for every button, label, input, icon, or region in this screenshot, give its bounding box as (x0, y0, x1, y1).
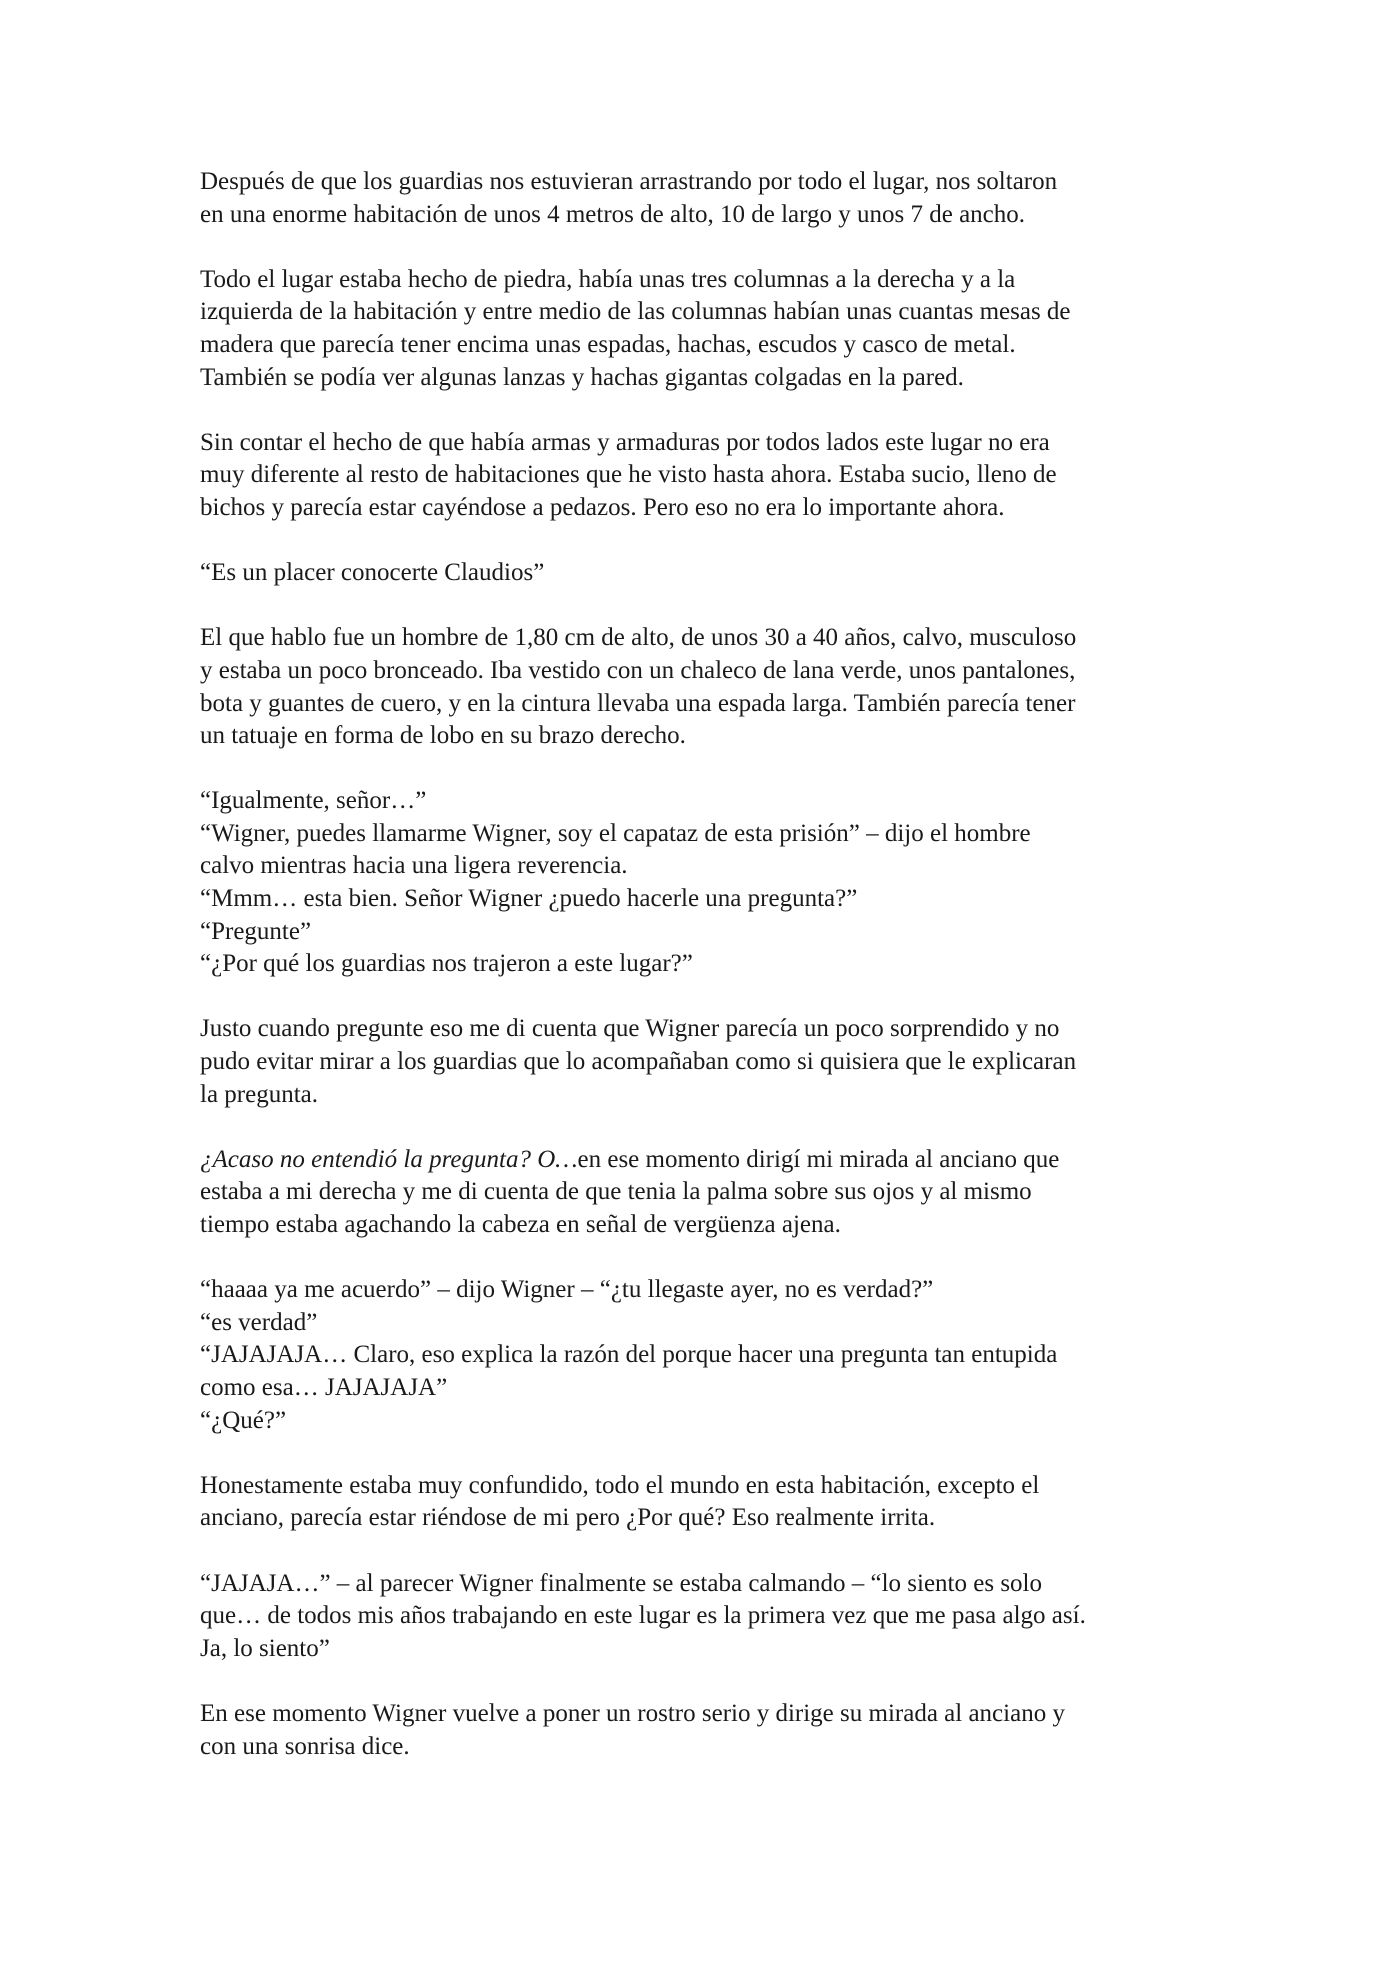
text-line: “JAJAJAJA… Claro, eso explica la razón del porque hacer una pregunta tan entupida (200, 1341, 1058, 1369)
text-line: que… de todos mis años trabajando en este lugar es la primera vez que me pasa algo así. (200, 1602, 1086, 1630)
text-line: “es verdad” (200, 1308, 318, 1336)
text-line: calvo mientras hacia una ligera reverencia. (200, 852, 628, 880)
text-line: Todo el lugar estaba hecho de piedra, había unas tres columnas a la derecha y a la (200, 265, 1016, 293)
text-line: como esa… JAJAJAJA” (200, 1373, 448, 1401)
text-line: Ja, lo siento” (200, 1634, 330, 1662)
text-line (200, 1144, 1200, 1177)
paragraph-12 (200, 1698, 1200, 1763)
text-line: “Wigner, puedes llamarme Wigner, soy el capataz de esta prisión” – dijo el hombre (200, 819, 1031, 847)
text-line: tiempo estaba agachando la cabeza en señal de vergüenza ajena. (200, 1211, 841, 1238)
text-line: pudo evitar mirar a los guardias que lo acompañaban como si quisiera que le explicaran (200, 1048, 1077, 1076)
text-line: Honestamente estaba muy confundido, todo el mundo en esta habitación, excepto el (200, 1471, 1040, 1499)
paragraph-4 (200, 557, 1200, 590)
document-body (200, 166, 1200, 1796)
text-line: en una enorme habitación de unos 4 metros de alto, 10 de largo y unos 7 de ancho. (200, 200, 1026, 228)
text-line: “haaaa ya me acuerdo” – dijo Wigner – “¿tu llegaste ayer, no es verdad?” (200, 1276, 934, 1304)
text-line: y estaba un poco bronceado. Iba vestido con un chaleco de lana verde, unos pantalones, (200, 656, 1076, 684)
text-line: la pregunta. (200, 1080, 319, 1108)
text-line: madera que parecía tener encima unas espadas, hachas, escudos y casco de metal. (200, 330, 1016, 358)
text-line: bota y guantes de cuero, y en la cintura llevaba una espada larga. También parecía tener (200, 689, 1076, 717)
italic-thought: ¿Acaso no entendió la pregunta? O… (200, 1145, 578, 1173)
text-line: También se podía ver algunas lanzas y hachas gigantas colgadas en la pared. (200, 363, 964, 391)
text-line: Sin contar el hecho de que había armas y armaduras por todos lados este lugar no era (200, 428, 1050, 456)
paragraph-5 (200, 622, 1200, 752)
paragraph-10 (200, 1470, 1200, 1535)
text-line: “JAJAJA…” – al parecer Wigner finalmente se estaba calmando – “lo siento es solo (200, 1569, 1043, 1597)
text-line: Justo cuando pregunte eso me di cuenta que Wigner parecía un poco sorprendido y no (200, 1015, 1060, 1043)
paragraph-6 (200, 785, 1200, 981)
paragraph-11 (200, 1568, 1200, 1666)
text-line: anciano, parecía estar riéndose de mi pero ¿Por qué? Eso realmente irrita. (200, 1504, 936, 1532)
text-run: en ese momento dirigí mi mirada al anciano que (577, 1145, 1060, 1173)
text-line: un tatuaje en forma de lobo en su brazo derecho. (200, 722, 686, 750)
paragraph-7 (200, 1013, 1200, 1111)
text-line: El que hablo fue un hombre de 1,80 cm de alto, de unos 30 a 40 años, calvo, musculoso (200, 624, 1077, 652)
text-line: “Es un placer conocerte Claudios” (200, 559, 545, 587)
paragraph-8 (200, 1144, 1200, 1242)
text-line: “Igualmente, señor…” (200, 787, 427, 815)
text-line: estaba a mi derecha y me di cuenta de que tenia la palma sobre sus ojos y al mismo (200, 1178, 1032, 1206)
paragraph-3 (200, 427, 1200, 525)
text-line: “¿Por qué los guardias nos trajeron a este lugar?” (200, 950, 693, 978)
text-line: muy diferente al resto de habitaciones que he visto hasta ahora. Estaba sucio, lleno de (200, 461, 1057, 489)
text-line: Después de que los guardias nos estuvieran arrastrando por todo el lugar, nos soltaron (200, 168, 1058, 195)
text-line: “¿Qué?” (200, 1406, 287, 1434)
text-line: En ese momento Wigner vuelve a poner un rostro serio y dirige su mirada al anciano y (200, 1699, 1065, 1727)
text-line: “Mmm… esta bien. Señor Wigner ¿puedo hacerle una pregunta?” (200, 885, 858, 913)
text-line: con una sonrisa dice. (200, 1732, 410, 1760)
paragraph-9 (200, 1274, 1200, 1437)
paragraph-2 (200, 264, 1200, 394)
paragraph-1 (200, 166, 1200, 231)
text-line: “Pregunte” (200, 917, 312, 945)
text-line: izquierda de la habitación y entre medio de las columnas habían unas cuantas mesas de (200, 298, 1071, 326)
text-line: bichos y parecía estar cayéndose a pedazos. Pero eso no era lo importante ahora. (200, 493, 1005, 521)
